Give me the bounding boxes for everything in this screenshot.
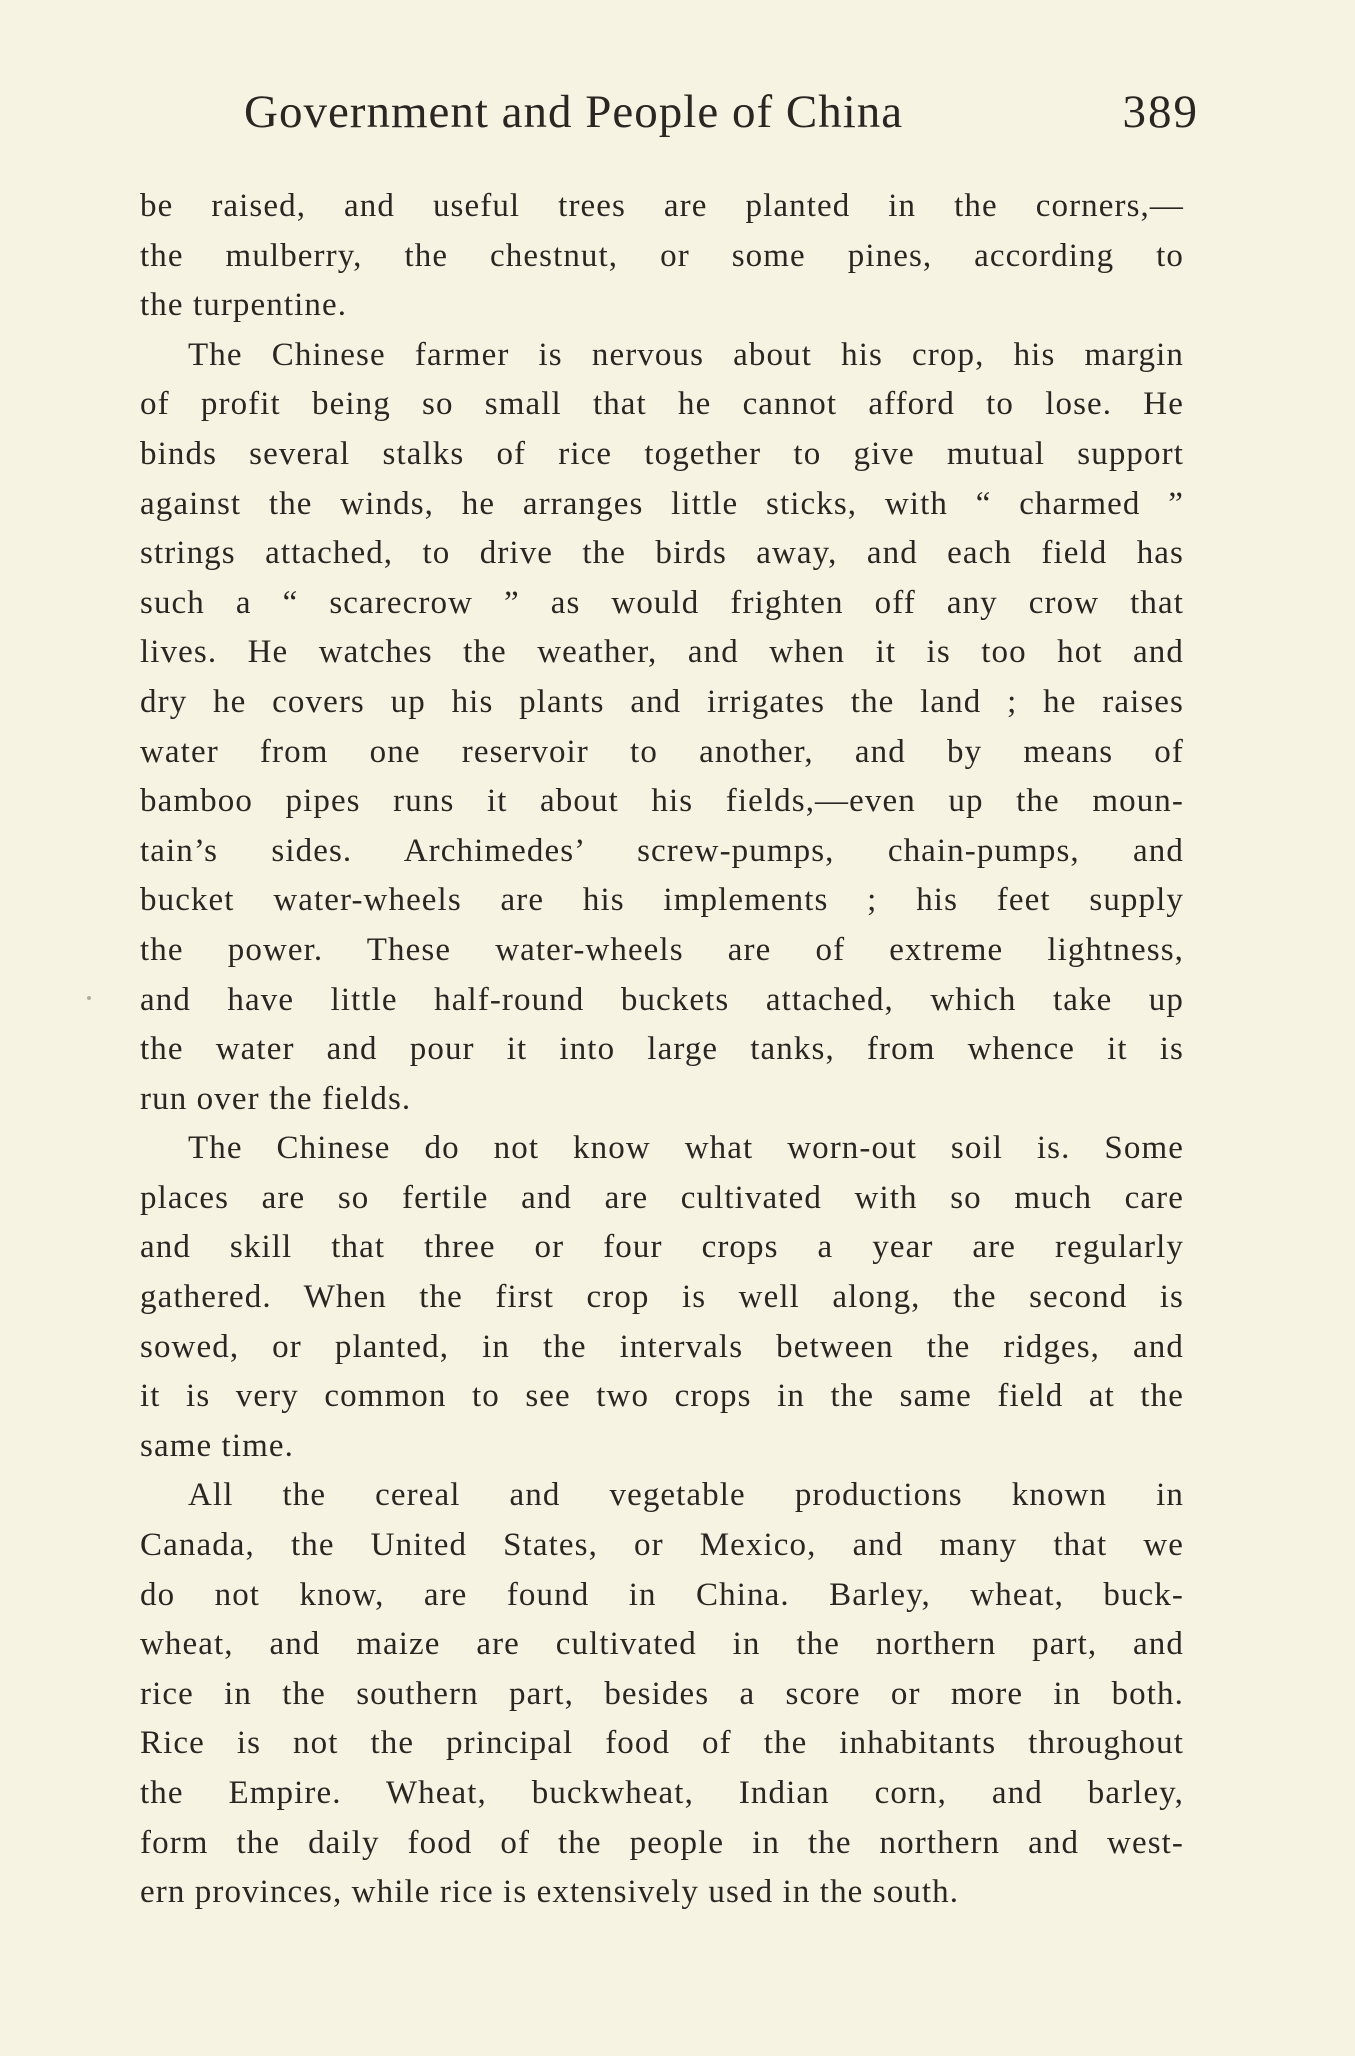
text-line: places are so fertile and are cultivated with so much care [140,1179,1184,1216]
margin-speck [87,996,91,1000]
text-line: such a “ scarecrow ” as would frighten off any crow that [140,584,1184,621]
running-title: Government and People of China [244,86,904,138]
text-line: ern provinces, while rice is extensively used in the south. [140,1874,960,1911]
text-line: and skill that three or four crops a year are regularly [140,1229,1184,1266]
text-line: dry he covers up his plants and irrigates the land ; he raises [140,683,1184,720]
text-line: bucket water-wheels are his implements ; his feet supply [140,882,1184,919]
text-line: The Chinese do not know what worn-out soil is. Some [188,1130,1184,1167]
text-line: sowed, or planted, in the intervals between the ridges, and [140,1328,1184,1365]
text-line: the power. These water-wheels are of extreme lightness, [140,931,1184,968]
text-line: against the winds, he arranges little sticks, with “ charmed ” [140,485,1184,522]
text-line: be raised, and useful trees are planted in the corners,— [140,188,1184,224]
text-line: wheat, and maize are cultivated in the northern part, and [140,1626,1184,1663]
text-line: it is very common to see two crops in the same field at the [140,1378,1184,1415]
text-line: Canada, the United States, or Mexico, and many that we [140,1527,1184,1564]
text-line: the turpentine. [140,287,348,324]
text-line: rice in the southern part, besides a score or more in both. [140,1675,1184,1712]
text-line: Rice is not the principal food of the inhabitants throughout [140,1725,1184,1762]
text-line: the water and pour it into large tanks, from whence it is [140,1031,1184,1068]
body-text [140,182,1184,1918]
text-line: gathered. When the first crop is well along, the second is [140,1279,1184,1316]
text-line: run over the fields. [140,1080,412,1117]
text-line: the Empire. Wheat, buckwheat, Indian corn, and barley, [140,1775,1184,1811]
text-line: water from one reservoir to another, and by means of [140,733,1184,770]
page-number: 389 [1122,86,1199,138]
text-line: The Chinese farmer is nervous about his crop, his margin [188,336,1184,373]
text-line: bamboo pipes runs it about his fields,—even up the moun- [140,783,1184,820]
text-line: the mulberry, the chestnut, or some pines, according to [140,237,1184,274]
text-line: same time. [140,1427,294,1464]
text-line: All the cereal and vegetable productions known in [188,1477,1184,1514]
text-line: strings attached, to drive the birds away, and each field has [140,535,1184,572]
text-line: of profit being so small that he cannot afford to lose. He [140,386,1184,423]
text-line: binds several stalks of rice together to give mutual support [140,435,1184,472]
text-line: tain’s sides. Archimedes’ screw-pumps, chain-pumps, and [140,832,1184,869]
text-line: form the daily food of the people in the northern and west- [140,1824,1184,1861]
text-line: do not know, are found in China. Barley, wheat, buck- [140,1576,1184,1613]
text-line: lives. He watches the weather, and when it is too hot and [140,634,1184,671]
text-line: and have little half-round buckets attached, which take up [140,981,1184,1018]
running-head [244,82,1199,142]
